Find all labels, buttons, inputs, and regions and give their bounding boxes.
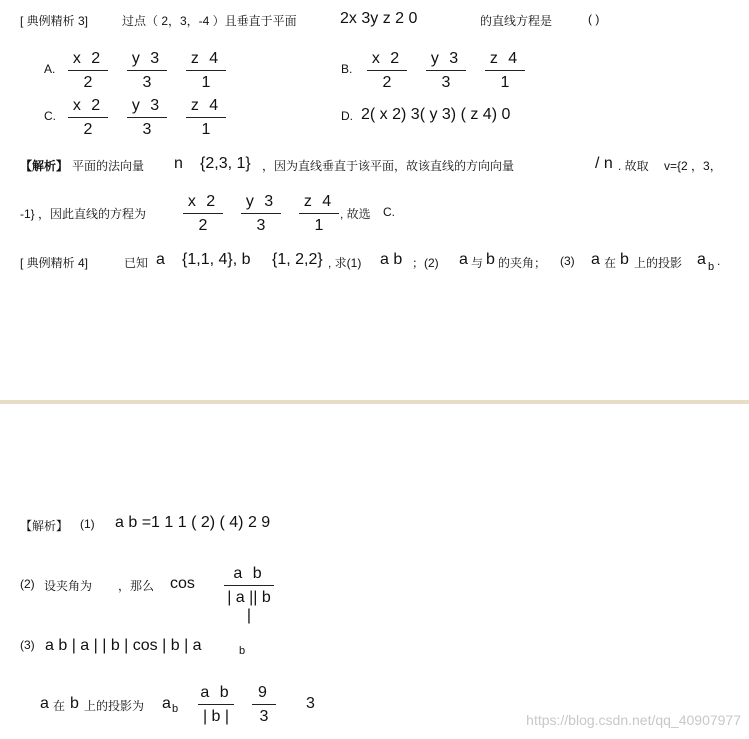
example4-text5: 的夹角；	[498, 256, 547, 270]
projection-subscript: b	[708, 261, 715, 273]
example3-text-a: 过点（ 2，3，-4 ）且垂直于平面	[122, 14, 297, 28]
parallel-n: / n	[595, 155, 613, 172]
solution4-nine-thirds-fraction: 9 3	[252, 684, 276, 726]
page-divider	[0, 400, 749, 404]
solution3-text2: ，因为直线垂直于该平面，故该直线的方向向量	[262, 159, 515, 173]
solution3-text5: , 故选	[340, 207, 371, 221]
solution4-text4b: 在	[53, 699, 66, 713]
solution4-projection-subscript: b	[172, 703, 179, 715]
vector-a-2: a	[459, 251, 468, 268]
example4-text2: , 求(1)	[328, 256, 362, 270]
solution3-text1: 平面的法向量	[72, 159, 145, 173]
direction-vector-text: v={2 ，3，	[664, 159, 722, 173]
option-a-frac-z: z 4 1	[186, 50, 226, 92]
option-b-label: B.	[341, 62, 353, 76]
option-b-frac-x: x 2 2	[367, 50, 407, 92]
solution3-text3: . 故取	[618, 159, 649, 173]
example4-tag: [ 典例精析 4]	[20, 256, 89, 270]
example4-text7: 在	[604, 256, 617, 270]
option-c-frac-z: z 4 1	[186, 97, 226, 139]
normal-vector-n: n	[174, 155, 183, 172]
example4-text8: 上的投影	[634, 256, 683, 270]
example4-text4: 与	[471, 256, 484, 270]
vector-a-value: {1,1, 4}, b	[182, 251, 251, 268]
cos-label: cos	[170, 575, 195, 592]
solution4-a-symbol: a	[40, 695, 49, 712]
option-a-frac-y: y 3 3	[127, 50, 167, 92]
example4-text3: ；(2)	[412, 256, 439, 270]
solution4-projection-symbol: a	[162, 695, 171, 712]
vector-a-symbol: a	[156, 251, 165, 268]
solution4-part1-label: (1)	[80, 517, 95, 531]
option-d-equation: 2( x 2) 3( y 3) ( z 4) 0	[361, 106, 511, 123]
solution4-part3-subscript: b	[239, 645, 246, 657]
solution3-frac-y: y 3 3	[241, 193, 281, 235]
solution4-part1-line: a b =1 1 1 ( 2) ( 4) 2 9	[115, 514, 271, 531]
solution4-b-symbol: b	[70, 695, 79, 712]
solution4-part3-line: a b | a | | b | cos | b | a	[45, 637, 202, 654]
solution4-part2-label: (2)	[20, 577, 35, 591]
example4-text6: (3)	[560, 254, 575, 268]
vector-b-value: {1, 2,2}	[272, 251, 323, 268]
solution3-text4: -1} ，因此直线的方程为	[20, 207, 147, 221]
solution4-text2a: 设夹角为	[44, 579, 93, 593]
option-d-label: D.	[341, 109, 353, 123]
option-b-frac-z: z 4 1	[485, 50, 525, 92]
solution3-frac-x: x 2 2	[183, 193, 223, 235]
option-c-frac-y: y 3 3	[127, 97, 167, 139]
vector-b-2: b	[486, 251, 495, 268]
example4-text9: .	[717, 254, 721, 268]
solution4-text4d: 上的投影为	[84, 699, 145, 713]
example3-tag: [ 典例精析 3]	[20, 14, 89, 28]
plane-equation: 2x 3y z 2 0	[340, 10, 418, 27]
option-a-label: A.	[44, 62, 56, 76]
normal-vector-value: {2,3, 1}	[200, 155, 251, 172]
solution3-choice: C.	[383, 205, 395, 219]
option-c-label: C.	[44, 109, 56, 123]
solution4-part3-label: (3)	[20, 638, 35, 652]
solution3-frac-z: z 4 1	[299, 193, 339, 235]
solution4-cos-fraction: a b | a || b |	[224, 565, 274, 625]
option-b-frac-y: y 3 3	[426, 50, 466, 92]
example4-text1: 已知	[124, 256, 149, 270]
solution4-text2b: ，那么	[118, 579, 155, 593]
watermark-text: https://blog.csdn.net/qq_40907977	[526, 712, 741, 728]
solution4-tag: 【解析】	[20, 519, 69, 533]
projection-symbol: a	[697, 251, 706, 268]
example3-text-b: 的直线方程是	[480, 14, 553, 28]
option-a-frac-x: x 2 2	[68, 50, 108, 92]
example3-paren: ( )	[588, 12, 600, 26]
option-c-frac-x: x 2 2	[68, 97, 108, 139]
solution3-tag: 【解析】	[20, 159, 69, 173]
solution4-projection-fraction: a b | b |	[198, 684, 234, 726]
vector-a-3: a	[591, 251, 600, 268]
dot-product-ab: a b	[380, 251, 403, 268]
solution4-result: 3	[306, 695, 315, 712]
vector-b-3: b	[620, 251, 629, 268]
